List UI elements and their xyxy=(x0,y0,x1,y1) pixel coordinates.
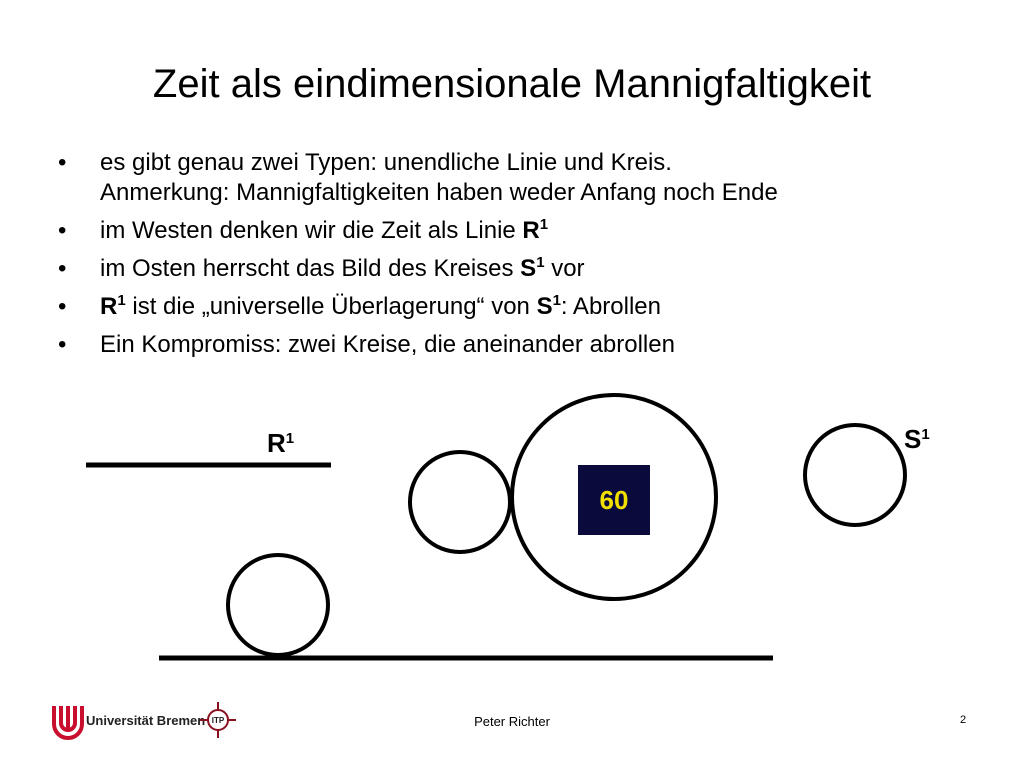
rolling-circle xyxy=(228,555,328,655)
s1-circle xyxy=(805,425,905,525)
bullet-marker: • xyxy=(58,149,67,176)
svg-text:ITP: ITP xyxy=(211,716,225,725)
bullet-text: vor xyxy=(544,255,585,282)
footer-author: Peter Richter xyxy=(474,714,550,729)
math-symbol: $R^1$ xyxy=(100,292,126,320)
bullet-marker: • xyxy=(58,255,67,282)
bullet-text: Anmerkung: Mannigfaltigkeiten haben weder Anfang noch Ende xyxy=(100,179,778,206)
bullet-text: ist die „universelle Überlagerung“ von xyxy=(125,293,537,320)
math-symbol: $S^1$ xyxy=(536,292,561,320)
counter-box: 60 xyxy=(578,465,650,535)
bullet-text: im Westen denken wir die Zeit als Linie xyxy=(100,217,523,244)
r1-label: $R^1$ xyxy=(267,428,295,458)
bullet-text: im Osten herrscht das Bild des Kreises xyxy=(100,255,521,282)
bullet-marker: • xyxy=(58,331,67,358)
slide-title: Zeit als eindimensionale Mannigfaltigkeit xyxy=(152,62,872,106)
page-number: 2 xyxy=(960,714,967,726)
s1-label: $S^1$ xyxy=(904,424,930,454)
university-name: Universität Bremen xyxy=(86,713,206,728)
math-symbol: $S^1$ xyxy=(520,254,545,282)
bullet-text: es gibt genau zwei Typen: unendliche Linie und Kreis. xyxy=(100,149,672,176)
bullet-marker: • xyxy=(58,217,67,244)
small-gear-circle xyxy=(410,452,510,552)
math-symbol: $R^1$ xyxy=(522,216,549,244)
bullet-marker: • xyxy=(58,293,67,320)
bullet-text: : Abrollen xyxy=(560,293,661,320)
bullet-text: Ein Kompromiss: zwei Kreise, die aneinander abrollen xyxy=(100,331,675,358)
